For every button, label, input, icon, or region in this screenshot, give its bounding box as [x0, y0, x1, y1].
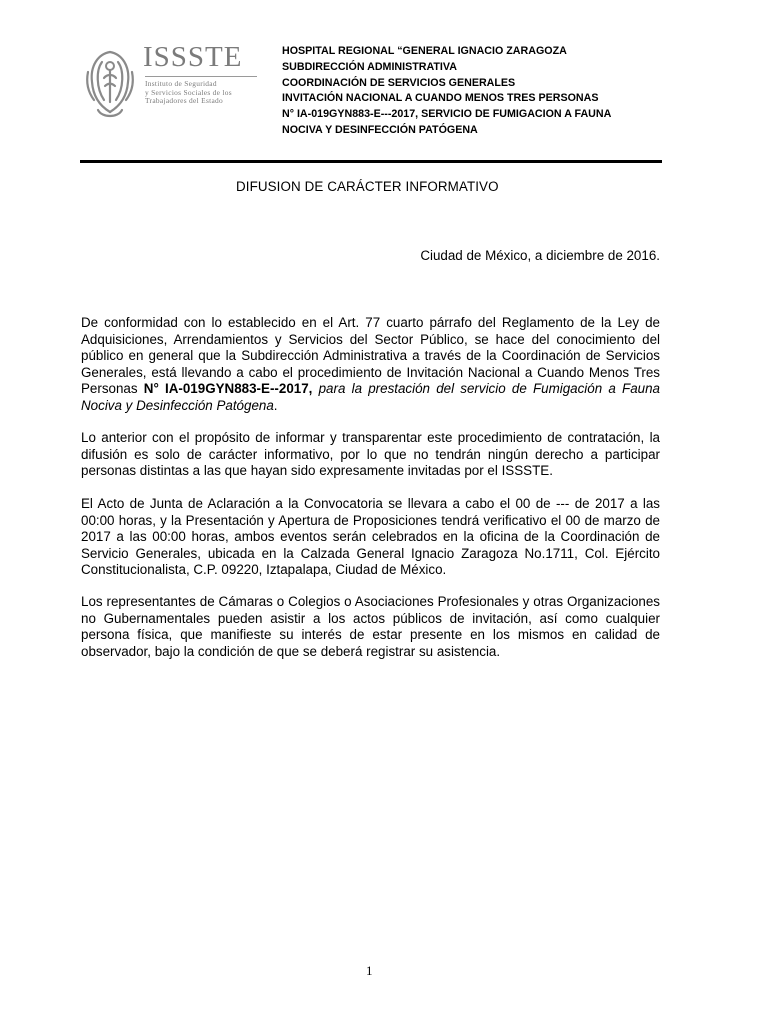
- service-description: para la prestación del servicio de Fumigación a Fauna Nociva y Desinfección Patógena: [81, 381, 660, 413]
- paragraph-announcement: [81, 315, 660, 415]
- paragraph-observers: Los representantes de Cámaras o Colegios o Asociaciones Profesionales y otras Organizaciones no Gubernamentales pueden asistir a los actos públicos de invitación, así como cualquier persona física, que manifieste su interés de estar presente en los mismos en calidad de observador, bajo la condición de que se deberá registrar su asistencia.: [81, 594, 660, 659]
- paragraph-purpose: Lo anterior con el propósito de informar y transparentar este procedimiento de contratación, la difusión es solo de carácter informativo, por lo que no tendrán ningún derecho a participar personas distintas a las que hayan sido expresamente invitadas por el ISSSTE.: [81, 430, 660, 479]
- letterhead: [282, 44, 702, 139]
- letterhead-line: INVITACIÓN NACIONAL A CUANDO MENOS TRES PERSONAS: [282, 92, 599, 105]
- letterhead-line: N° IA-019GYN883-E---2017, SERVICIO DE FUMIGACION A FAUNA: [282, 108, 612, 121]
- logo-divider: [145, 76, 257, 77]
- letterhead-line: SUBDIRECCIÓN ADMINISTRATIVA: [282, 60, 457, 73]
- issste-emblem-icon: [80, 40, 140, 140]
- paragraph-end: .: [273, 397, 278, 413]
- letterhead-line: NOCIVA Y DESINFECCIÓN PATÓGENA: [282, 123, 478, 136]
- logo-subtitle: [145, 80, 232, 106]
- paragraph-schedule: El Acto de Junta de Aclaración a la Convocatoria se llevara a cabo el 00 de --- de 2017 a las 00:00 horas, y la Presentación y Apertura de Proposiciones tendrá verificativo el 00 de marzo de 2017 a las 00:00 horas, ambos eventos serán celebrados en la oficina de la Coordinación de Servicio Generales, ubicada en la Calzada General Ignacio Zaragoza No.1711, Col. Ejército Constitucionalista, C.P. 09220, Iztapalapa, Ciudad de México.: [81, 496, 660, 578]
- invitation-number: N° IA-019GYN883-E--2017,: [143, 381, 313, 397]
- notice-title: DIFUSION DE CARÁCTER INFORMATIVO: [236, 179, 499, 194]
- date-line: Ciudad de México, a diciembre de 2016.: [420, 248, 660, 263]
- page-number: 1: [366, 963, 373, 978]
- letterhead-line: COORDINACIÓN DE SERVICIOS GENERALES: [282, 76, 516, 89]
- logo-subtitle-line: Trabajadores del Estado: [145, 96, 224, 106]
- logo-subtitle-line: y Servicios Sociales de los: [145, 87, 232, 97]
- letterhead-line: HOSPITAL REGIONAL “GENERAL IGNACIO ZARAGOZA: [282, 45, 567, 57]
- logo-name: ISSSTE: [143, 41, 243, 73]
- header-divider: [80, 160, 662, 163]
- issste-logo: [80, 40, 255, 140]
- paragraph-text: De conformidad con lo establecido en el Art. 77 cuarto párrafo del Reglamento de la Ley de Adquisiciones, Arrendamientos y Servicios del Sector Público, se hace del conocimiento del público en general que la Subdirección Administrativa a través de la Coordinación de Servicios Generales, está llevando a cabo el procedimiento de Invitación Nacional a Cuando Menos Tres Personas: [81, 315, 660, 397]
- logo-subtitle-line: Instituto de Seguridad: [145, 79, 217, 88]
